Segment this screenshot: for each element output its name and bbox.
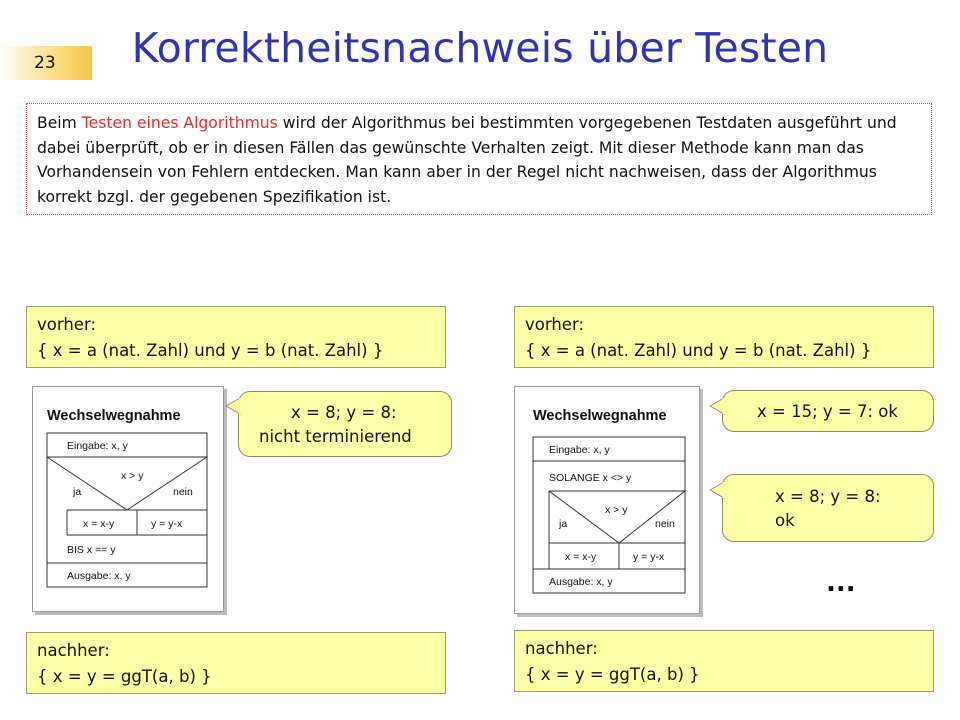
left-postcondition: { x = y = ggT(a, b) } [37, 667, 212, 686]
right-test-bubble-1 [722, 390, 934, 432]
left-nsd-no: nein [173, 486, 193, 498]
right-test1-text: x = 15; y = 7: ok [757, 402, 898, 421]
right-precondition: { x = a (nat. Zahl) und y = b (nat. Zahl) } [525, 341, 872, 360]
left-nsd-input: Eingabe: x, y [67, 440, 128, 452]
right-precondition-box [514, 306, 934, 368]
left-test-line2: nicht terminierend [259, 427, 412, 446]
right-test2-line2: ok [775, 511, 795, 530]
left-test-line1: x = 8; y = 8: [291, 403, 397, 422]
left-precondition-box [26, 306, 446, 368]
intro-text-rest: wird der Algorithmus bei bestimmten vorgegebenen Testdaten ausgeführt und dabei überprüft, ob er in diesen Fällen das gewünschte Verhalten zeigt. Mit dieser Methode kann man das Vorhandensein von Fehlern entdecken. Man kann aber in der Regel nicht nachweisen, dass der Algorithmus korrekt bzgl. der gegebenen Spezifikation ist. [37, 114, 897, 206]
right-test2-line1: x = 8; y = 8: [775, 487, 881, 506]
left-test-bubble [238, 391, 452, 457]
left-nsd-yes: ja [73, 486, 82, 498]
left-precondition: { x = a (nat. Zahl) und y = b (nat. Zahl) } [37, 341, 384, 360]
intro-text-box [26, 103, 932, 215]
left-postcondition-box [26, 632, 446, 694]
left-nsd-output: Ausgabe: x, y [67, 570, 131, 582]
right-nsd-no: nein [655, 518, 675, 530]
right-nsd-condition: x > y [605, 504, 628, 516]
left-nsd-then: x = x-y [83, 518, 115, 530]
right-nsd-input: Eingabe: x, y [549, 444, 610, 456]
right-nsd-else: y = y-x [633, 551, 665, 563]
right-nsd-title: Wechselwegnahme [533, 408, 667, 424]
left-nsd-loop-until: BIS x == y [67, 544, 116, 556]
right-postcondition: { x = y = ggT(a, b) } [525, 665, 700, 684]
left-structogram [32, 386, 224, 612]
intro-highlight: Testen eines Algorithmus [81, 114, 278, 132]
right-bubble-2-tail [708, 480, 728, 502]
intro-text-start: Beim [37, 114, 82, 132]
right-test-bubble-2 [722, 474, 934, 542]
left-nsd-condition: x > y [121, 470, 144, 482]
slide-number: 23 [34, 53, 56, 73]
left-postcondition-label: nachher: [37, 641, 110, 660]
right-nsd-output: Ausgabe: x, y [549, 576, 613, 588]
slide-title: Korrektheitsnachweis über Testen [131, 24, 829, 72]
left-precondition-label: vorher: [37, 315, 97, 334]
more-tests-ellipsis: ... [826, 568, 856, 598]
right-nsd-loop-while: SOLANGE x <> y [549, 472, 632, 484]
right-postcondition-box [514, 630, 934, 692]
right-nsd-yes: ja [559, 518, 568, 530]
left-nsd-title: Wechselwegnahme [47, 408, 181, 424]
right-precondition-label: vorher: [525, 315, 585, 334]
left-nsd-else: y = y-x [151, 518, 183, 530]
right-nsd-then: x = x-y [565, 551, 597, 563]
right-bubble-1-tail [708, 396, 728, 418]
right-structogram [514, 386, 700, 614]
right-postcondition-label: nachher: [525, 639, 598, 658]
left-bubble-tail [224, 396, 244, 418]
